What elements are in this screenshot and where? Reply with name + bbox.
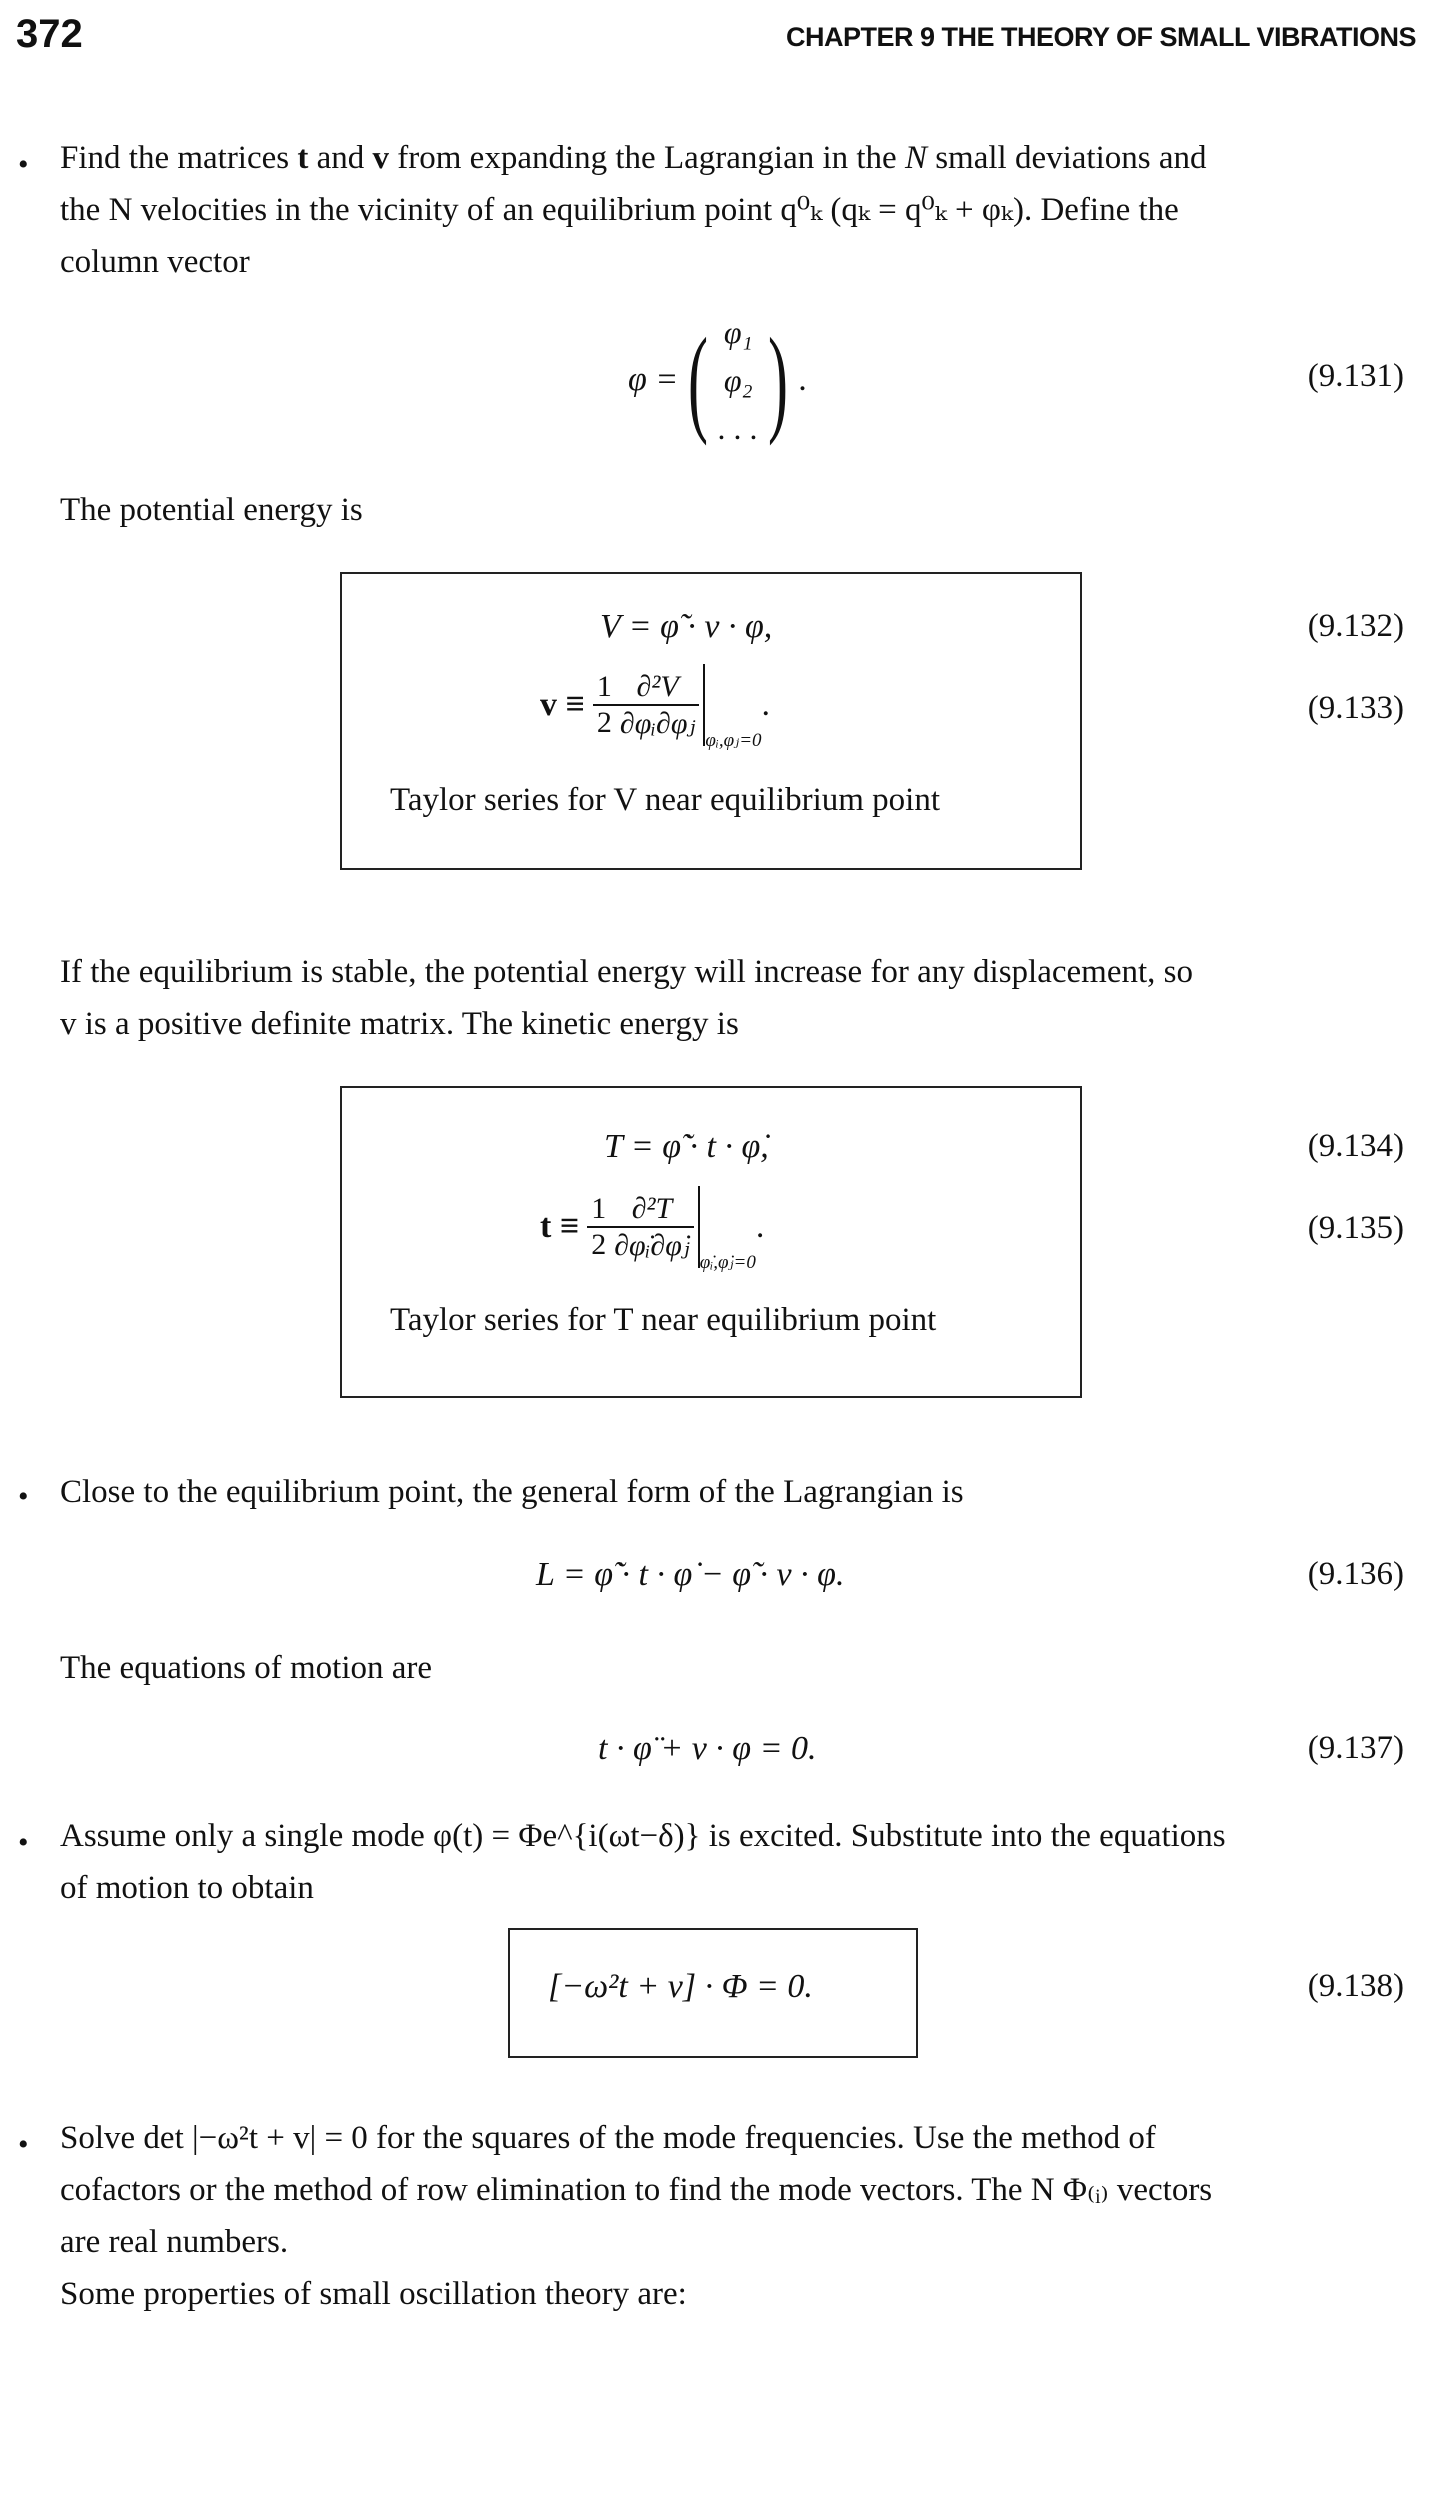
vector-entry: . . . — [718, 410, 759, 446]
p1-t: t — [297, 140, 309, 176]
derivative-denominator: ∂φᵢ∂φⱼ — [619, 706, 696, 740]
p1-line1-c: from expanding the Lagrangian in the — [389, 140, 905, 176]
equation-9-133 — [540, 664, 771, 751]
eq133-lhs: v ≡ — [540, 686, 585, 723]
bullet4-line-3: are real numbers. — [60, 2224, 289, 2260]
stable-paragraph — [60, 946, 1410, 1050]
eq-number-9-137: (9.137) — [1307, 1730, 1404, 1766]
coef-denominator: 2 — [596, 706, 612, 739]
equation-9-136: L = φ̃̇ · t · φ̇ − φ̃ · v · φ. — [536, 1556, 845, 1593]
bullet-2: • — [18, 1480, 29, 1513]
left-paren: ( — [688, 313, 709, 446]
potential-intro: The potential energy is — [60, 492, 363, 528]
coef-fraction — [593, 670, 616, 740]
bullet4-line-1: Solve det |−ω²t + v| = 0 for the squares of the mode frequencies. Use the method of — [60, 2120, 1156, 2156]
equation-9-137: t · φ̈ + v · φ = 0. — [598, 1730, 817, 1767]
eq-number-9-131: (9.131) — [1307, 358, 1404, 394]
bullet3-line-1: Assume only a single mode φ(t) = Φe^{i(ωt−δ)} is excited. Substitute into the equations — [60, 1818, 1226, 1854]
derivative-fraction — [616, 670, 700, 741]
derivative-denominator: ∂φ̇ᵢ∂φ̇ⱼ — [614, 1228, 690, 1262]
equation-9-134: T = φ̃̇ · t · φ̇, — [604, 1128, 769, 1165]
bullet-3: • — [18, 1826, 29, 1859]
eq-number-9-134: (9.134) — [1307, 1128, 1404, 1164]
period: . — [755, 1208, 765, 1245]
closing-line: Some properties of small oscillation theory are: — [60, 2276, 687, 2312]
stable-line-2: v is a positive definite matrix. The kinetic energy is — [60, 1006, 739, 1042]
coef-numerator: 1 — [593, 670, 616, 706]
p1-line1-a: Find the matrices — [60, 140, 298, 176]
eq135-lhs: t ≡ — [540, 1208, 580, 1245]
box2-caption: Taylor series for T near equilibrium point — [390, 1302, 937, 1338]
eq-number-9-132: (9.132) — [1307, 608, 1404, 644]
column-vector — [718, 308, 758, 452]
period: . — [798, 361, 807, 398]
coef-numerator: 1 — [587, 1192, 610, 1228]
period: . — [761, 686, 771, 723]
p1-line1-b: and — [308, 140, 373, 176]
stable-line-1: If the equilibrium is stable, the potential energy will increase for any displacement, so — [60, 954, 1193, 990]
evaluation-point: φᵢ,φⱼ=0 — [705, 730, 762, 751]
bullet3-line-2: of motion to obtain — [60, 1870, 314, 1906]
p1-line2: the N velocities in the vicinity of an equilibrium point q⁰ₖ (qₖ = q⁰ₖ + φₖ). Define the — [60, 192, 1179, 228]
equation-9-138: [−ω²t + v] · Φ = 0. — [548, 1968, 813, 2005]
bullet4-line-2: cofactors or the method of row elimination to find the mode vectors. The N Φ₍ᵢ₎ vectors — [60, 2172, 1213, 2208]
eq-number-9-133: (9.133) — [1307, 690, 1404, 726]
p1-v: v — [372, 140, 390, 176]
bullet-1: • — [18, 148, 29, 181]
p1-N: N — [904, 140, 927, 176]
paragraph-bullet-3 — [60, 1810, 1410, 1914]
right-paren: ) — [768, 313, 789, 446]
eq-number-9-138: (9.138) — [1307, 1968, 1404, 2004]
evaluation-point: φ̇ᵢ,φ̇ⱼ=0 — [699, 1252, 756, 1273]
equation-9-132: V = φ̃ · v · φ, — [600, 608, 773, 645]
p1-line1-d: small deviations and — [926, 140, 1207, 176]
derivative-fraction — [610, 1192, 694, 1263]
equation-9-135 — [540, 1186, 765, 1273]
paragraph-bullet-2: Close to the equilibrium point, the general form of the Lagrangian is — [60, 1474, 964, 1510]
eom-intro: The equations of motion are — [60, 1650, 433, 1686]
bullet-4: • — [18, 2128, 29, 2161]
paragraph-bullet-1 — [60, 132, 1410, 288]
eq131-lhs: φ = — [628, 361, 679, 398]
eq-number-9-135: (9.135) — [1307, 1210, 1404, 1246]
p1-line3: column vector — [60, 244, 250, 280]
vector-entry: φ₁ — [723, 314, 753, 350]
running-title: CHAPTER 9 THE THEORY OF SMALL VIBRATIONS — [785, 22, 1416, 52]
box1-caption: Taylor series for V near equilibrium point — [390, 782, 941, 818]
coef-fraction — [587, 1192, 610, 1262]
equation-9-131 — [628, 300, 807, 460]
derivative-numerator: ∂²V — [616, 670, 700, 706]
derivative-numerator: ∂²T — [610, 1192, 694, 1228]
paragraph-bullet-4 — [60, 2112, 1410, 2320]
eq-number-9-136: (9.136) — [1307, 1556, 1404, 1592]
coef-denominator: 2 — [591, 1228, 607, 1261]
page-number: 372 — [16, 12, 83, 56]
vector-entry: φ₂ — [723, 362, 753, 398]
